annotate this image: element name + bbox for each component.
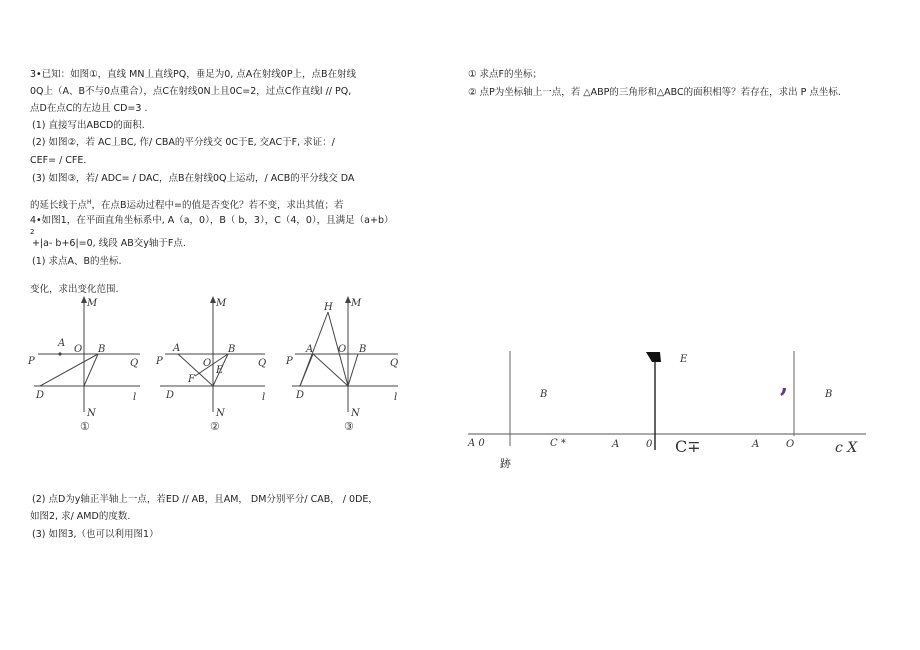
fig3-label-a: A <box>306 344 314 355</box>
fig1-label-a: A <box>58 338 66 349</box>
figure-3 <box>292 300 398 412</box>
graph-caption: 跡 <box>500 457 511 470</box>
q4-item1: ① 求点F的坐标； <box>468 69 543 80</box>
fig3-segment-ac <box>313 354 348 386</box>
fig2-label-p: P <box>156 356 163 367</box>
figure-2 <box>160 300 265 412</box>
fig1-label-q: Q <box>130 358 139 369</box>
fig1-label-l: l <box>133 392 137 403</box>
q3-line2: 0Q上（A、B不与0点重合），点C在射线0N上且0C=2，过点C作直线l // PQ, <box>30 86 352 97</box>
fig2-label-q: Q <box>258 358 267 369</box>
fig3-label-b: B <box>359 344 367 355</box>
q3-part3-a: (3) 如图③，若/ ADC= / DAC，点B在射线0Q上运动，/ ACB的平分线交 DA <box>32 173 355 184</box>
fig2-label-n: N <box>216 408 225 419</box>
fig3-label-d: D <box>296 390 305 401</box>
q4-part2-a: (2) 点D为y轴正半轴上一点，若ED // AB，且AM， DM分别平分/ CAB， / 0DE， <box>32 494 378 505</box>
q4-part3: (3) 如图3,（也可以利用图1） <box>32 529 159 540</box>
fig1-segment-bc <box>84 354 98 386</box>
q4-exponent: 2 <box>30 228 35 236</box>
fig1-segment-db <box>40 354 98 386</box>
fig3-label-o: O <box>338 344 347 355</box>
graph-label-a-mid: A <box>612 439 620 450</box>
q3-part3-b-text: 的延长线于点 <box>30 200 88 212</box>
fig3-segment-bc <box>348 354 358 386</box>
fig1-label-b: B <box>98 344 106 355</box>
fig3-label-h: H <box>324 302 333 313</box>
graph-label-cx: c X <box>835 440 858 456</box>
fig1-label-o: O <box>74 344 83 355</box>
q3-line3: 点D在点C的左边且 CD=3 . <box>30 103 148 114</box>
fig3-label-n: N <box>351 408 360 419</box>
fig3-label-q: Q <box>390 358 399 369</box>
q3-part1: (1) 直接写出ABCD的面积. <box>32 120 145 131</box>
fig2-caption: ② <box>210 420 220 433</box>
q4-part1: (1) 求点A、B的坐标. <box>32 256 122 267</box>
q4-item2: ② 点P为坐标轴上一点，若 △ABP的三角形和△ABC的面积相等？若存在，求出 P 点坐标. <box>468 87 841 98</box>
y-axis-arrow-icon <box>646 352 661 362</box>
coordinate-graphs <box>468 351 866 450</box>
fig2-label-m: M <box>216 298 227 309</box>
graph-label-b-right: B <box>825 389 833 400</box>
fig2-label-f: F <box>188 374 195 385</box>
fig1-label-m: M <box>87 298 98 309</box>
fig1-label-p: P <box>28 356 35 367</box>
fig2-label-e: E <box>216 365 224 376</box>
q3-part3-c: 变化，求出变化范围. <box>30 284 119 295</box>
fig2-label-o: O <box>203 358 212 369</box>
fig2-label-b: B <box>228 344 236 355</box>
q4-part2-b: 如图2, 求/ AMD的度数. <box>30 511 131 522</box>
q3-part2-a: (2) 如图②，若 AC丄BC, 作/ CBA的平分线交 0C于E, 交AC于F, 求证：/ <box>32 137 335 148</box>
fig1-point-a <box>58 352 61 355</box>
q3-part2-b: CEF= / CFE. <box>30 155 87 166</box>
q4-line1: 4•如图1，在平面直角坐标系中, A（a，0），B（ b，3），C（4，0），且满足（a+b） <box>30 215 394 226</box>
fig2-label-d: D <box>166 390 175 401</box>
graph-label-a-right: A <box>752 439 760 450</box>
fig1-label-n: N <box>87 408 96 419</box>
fig2-label-a: A <box>173 343 181 354</box>
fig3-label-p: P <box>286 356 293 367</box>
graph-label-o: O <box>786 439 795 450</box>
graph-label-c-star: C * <box>550 438 566 449</box>
fig2-label-l: l <box>262 392 266 403</box>
fig3-label-l: l <box>394 392 398 403</box>
fig3-caption: ③ <box>344 420 354 433</box>
graph-label-c-big: C∓ <box>675 437 701 456</box>
q4-line2: +|a- b+6|=0, 线段 AB交y轴于F点. <box>32 238 186 249</box>
fig3-segment-da <box>300 354 313 386</box>
fig1-caption: ① <box>80 420 90 433</box>
q3-part3-b-sup: H <box>87 199 92 206</box>
figure-1 <box>34 300 140 412</box>
fig3-label-m: M <box>351 298 362 309</box>
graph-label-zero: 0 <box>646 439 653 450</box>
graph-label-b-left: B <box>540 389 548 400</box>
graph-label-e: E <box>680 354 688 365</box>
q3-line1: 3•已知：如图①，直线 MN丄直线PQ，垂足为0, 点A在射线0P上，点B在射线 <box>30 69 357 80</box>
graph-label-a0: A 0 <box>468 438 485 449</box>
graph-comma-mark: , <box>780 369 789 398</box>
q3-part3-b-rest: ，在点B运动过程中=的值是否变化？若不变，求出其值；若 <box>91 200 344 212</box>
fig1-label-d: D <box>36 390 45 401</box>
